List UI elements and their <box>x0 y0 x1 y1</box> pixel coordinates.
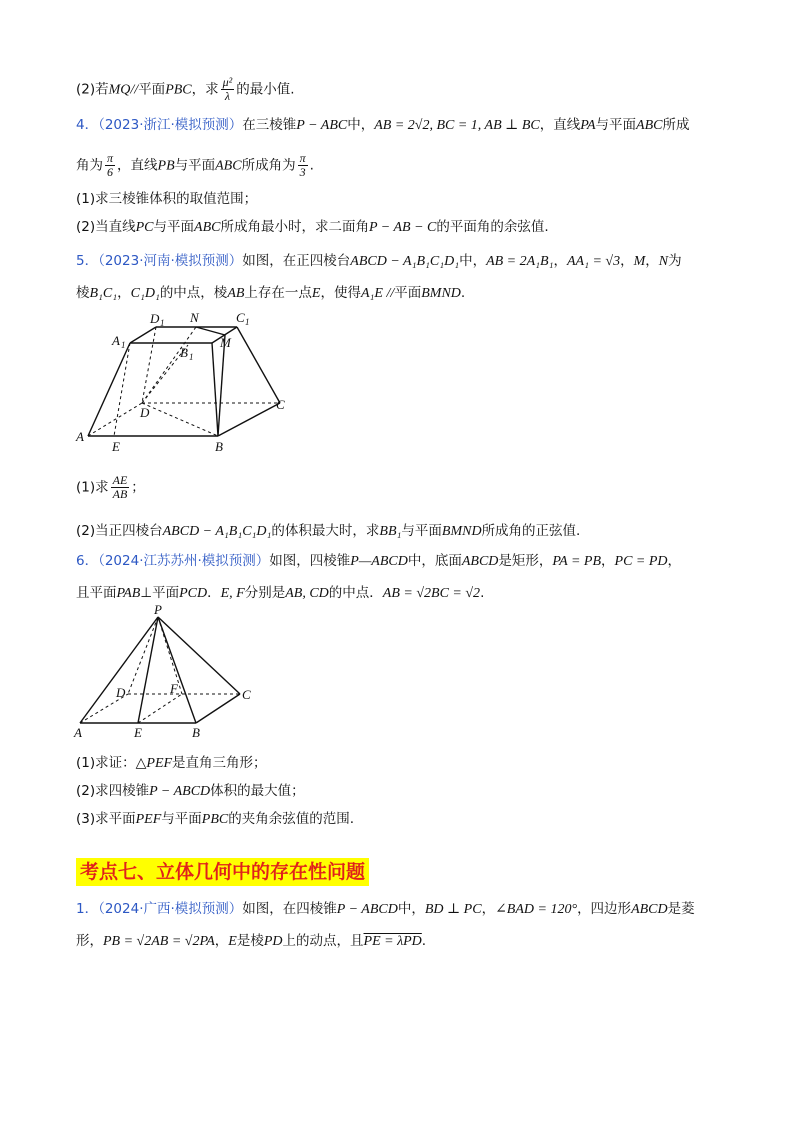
q4-line1: 4．（2023·浙江·模拟预测）在三棱锥P − ABC中，AB = 2√2, BC = 1, AB ⊥ BC，直线PA与平面ABC所成 <box>76 117 690 133</box>
svg-text:M: M <box>220 335 231 350</box>
svg-text:A: A <box>74 725 82 740</box>
svg-text:A: A <box>112 333 120 348</box>
pyramid-figure <box>70 605 270 740</box>
q4-part2: (2)当直线PC与平面ABC所成角最小时，求二面角P − AB − C的平面角的余弦值. <box>76 219 549 235</box>
fraction: $\frac{\text{μ²}}{\lambda}$ <box>222 75 233 103</box>
q6-part1: (1)求证：△PEF是直角三角形； <box>76 755 267 771</box>
section-heading: 考点七、立体几何中的存在性问题 <box>76 858 369 886</box>
q4-part1: (1)求三棱锥体积的取值范围； <box>76 191 258 207</box>
svg-text:E: E <box>134 725 142 740</box>
svg-text:B: B <box>180 345 188 360</box>
q5-part2: (2)当正四棱台ABCD − A₁B₁C₁D₁的体积最大时，求BB₁与平面BMND所成角的正弦值. <box>76 523 581 539</box>
s1-line1: 1．（2024·广西·模拟预测）如图，在四棱锥P − ABCD中，BD ⊥ PC，∠BAD = 120°，四边形ABCD是菱 <box>76 901 695 917</box>
svg-text:D: D <box>140 405 150 420</box>
svg-text:C: C <box>276 397 285 412</box>
q5-line2: 棱B₁C₁，C₁D₁的中点，棱AB上存在一点E，使得A₁E //平面BMND. <box>76 285 466 301</box>
svg-text:D: D <box>116 685 126 700</box>
q5-part1: (1)求 $\frac{AE}{AB}$ ； <box>76 473 145 501</box>
q4-line2: 角为 $\frac{\pi}{6}$ ，直线PB与平面ABC所成角为 $\frac{\pi}{3}$ . <box>76 151 314 179</box>
svg-text:C: C <box>236 310 245 325</box>
svg-text:A: A <box>76 429 84 444</box>
svg-text:1: 1 <box>189 352 194 362</box>
q6-part3: (3)求平面PEF与平面PBC的夹角余弦值的范围. <box>76 811 355 827</box>
q6-line1: 6．（2024·江苏苏州·模拟预测）如图，四棱锥P—ABCD中，底面ABCD是矩形，PA = PB，PC = PD， <box>76 553 682 569</box>
svg-text:B: B <box>192 725 200 740</box>
svg-text:C: C <box>242 687 251 702</box>
svg-text:F: F <box>170 681 178 696</box>
svg-text:1: 1 <box>245 317 250 327</box>
svg-text:B: B <box>215 439 223 454</box>
svg-text:D: D <box>150 311 160 326</box>
svg-text:1: 1 <box>121 340 126 350</box>
s1-line2: 形，PB = √2AB = √2PA，E是棱PD上的动点，且PE = λPD. <box>76 933 427 949</box>
q5-line1: 5．（2023·河南·模拟预测）如图，在正四棱台ABCD − A₁B₁C₁D₁中，AB = 2A₁B₁，AA₁ = √3，M，N为 <box>76 253 682 269</box>
svg-text:N: N <box>190 310 199 325</box>
svg-text:1: 1 <box>160 318 165 328</box>
q6-part2: (2)求四棱锥P − ABCD体积的最大值； <box>76 783 305 799</box>
svg-text:E: E <box>112 439 120 454</box>
svg-text:P: P <box>154 605 162 617</box>
q3-part2: (2)若MQ//平面PBC，求 $\frac{\text{μ²}}{\lambda}$ 的最小值. <box>76 75 295 103</box>
q6-line2: 且平面PAB⊥平面PCD．E, F分别是AB, CD的中点．AB = √2BC = √2. <box>76 585 485 601</box>
frustum-figure <box>70 305 300 455</box>
